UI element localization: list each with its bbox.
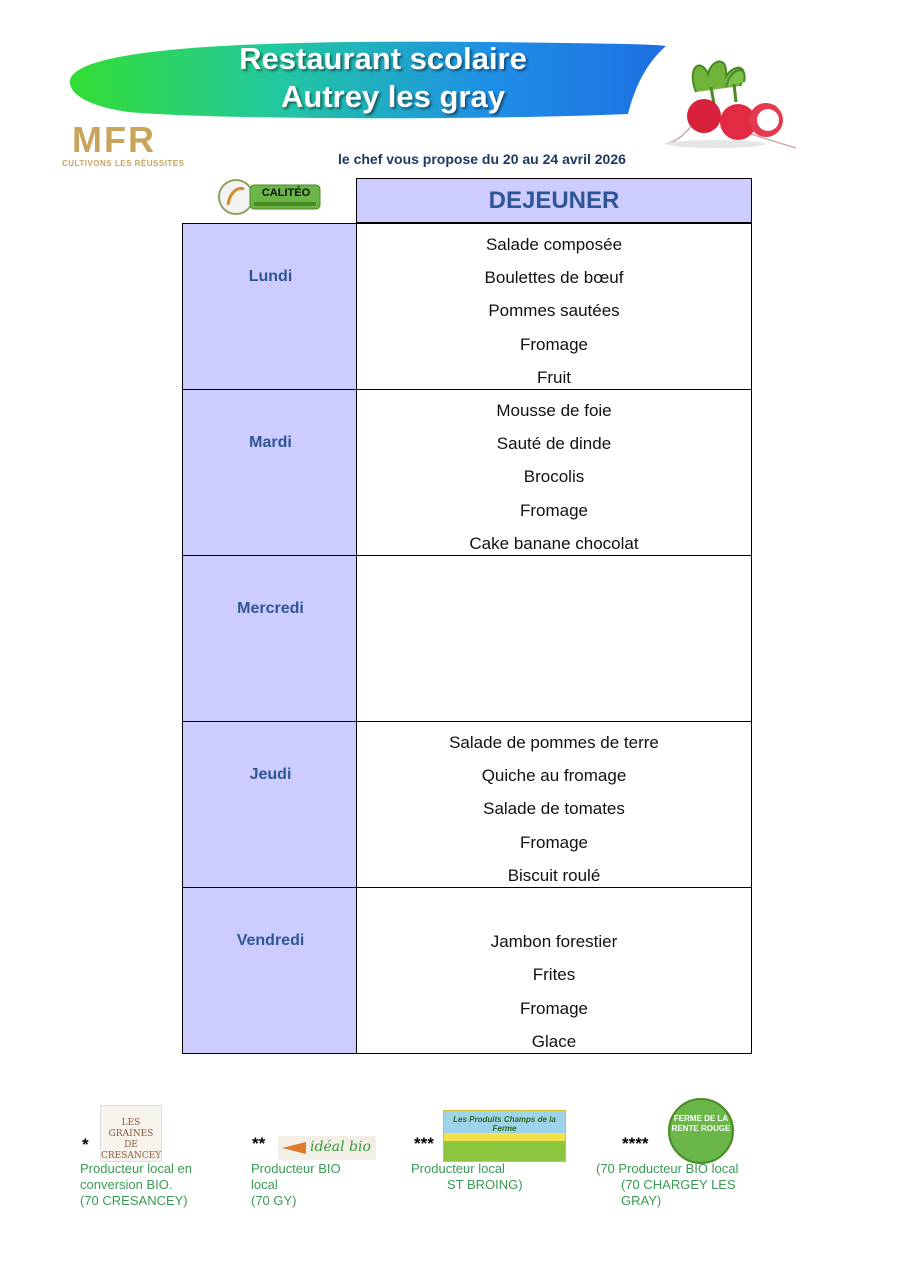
dejeuner-header: DEJEUNER [356,178,752,223]
dish-item: Fromage [519,832,589,852]
producer-stars: **** [622,1134,649,1153]
dish-item: Quiche au fromage [481,766,627,786]
dish-cell [356,389,752,556]
day-cell [182,887,357,1054]
carrot-icon [280,1136,310,1160]
dish-cell [356,887,752,1054]
producer-line: (70 CRESANCEY) [80,1193,188,1208]
producer-line: Producteur BIO [251,1161,341,1176]
producer-description [251,1161,341,1209]
dish-item: Fromage [519,500,589,520]
producer-line: Producteur local en [80,1161,193,1176]
producer-description [411,1161,523,1193]
day-row-mercredi [182,555,752,721]
day-label: Vendredi [236,932,305,949]
producer-stars: * [82,1135,89,1154]
dish-item: Mousse de foie [496,401,612,420]
dish-item: Jambon forestier [490,932,618,952]
dish-item: Fruit [537,367,571,387]
field-band [444,1141,565,1161]
rente-rouge-logo [668,1098,734,1164]
dish-item: Sauté de dinde [496,434,612,454]
graines-cresancey-logo [100,1105,162,1162]
producer-line: GRAY) [621,1193,662,1208]
dish-item: Cake banane chocolat [469,533,639,553]
producer-line: (70 CHARGEY LES [621,1177,736,1192]
mfr-logo-text: MFR [72,119,156,160]
ideal-bio-logo-text: idéal bio [310,1139,371,1155]
mfr-tagline: CULTIVONS LES RÉUSSITES [62,159,185,168]
producer-line: conversion BIO. [80,1177,173,1192]
caliteo-logo [216,177,322,217]
day-cell [182,721,357,888]
day-row-vendredi [182,887,752,1053]
dish-item: Salade composée [485,235,623,254]
dish-item: Salade de pommes de terre [449,733,659,752]
radish-illustration [656,52,806,152]
day-cell [182,223,357,390]
title-line-1: Restaurant scolaire [239,41,527,76]
day-label: Mercredi [237,600,304,617]
producer-description [596,1161,738,1209]
dish-cell [356,223,752,390]
day-cell [182,389,357,556]
ideal-bio-logo [278,1136,376,1160]
day-row-lundi [182,223,752,389]
producer-line: local [251,1177,278,1192]
dish-cell [356,555,752,722]
champs-ferme-logo [443,1110,566,1162]
day-label: Jeudi [249,766,292,783]
day-cell [182,555,357,722]
dish-item: Fromage [519,334,589,354]
graines-cresancey-logo-text: LES GRAINES DE CRESANCEY [101,1118,162,1161]
dish-item [357,892,751,925]
producer-stars: ** [252,1134,266,1153]
dish-item: Salade de tomates [483,799,625,819]
dish-item: Fromage [519,998,589,1018]
caliteo-text: CALITÉO [261,187,311,199]
restaurant-title [68,40,698,116]
dish-item: Brocolis [523,467,585,487]
title-line-2: Autrey les gray [281,79,505,114]
day-row-mardi [182,389,752,555]
menu-date-subtitle: le chef vous propose du 20 au 24 avril 2026 [338,151,626,167]
dish-item: Biscuit roulé [507,865,601,885]
producer-line: ST BROING) [447,1177,523,1192]
producer-stars: *** [414,1134,434,1153]
dish-item: Boulettes de bœuf [484,268,624,288]
producer-description [80,1161,192,1209]
mfr-logo [62,119,198,172]
dish-item: Glace [531,1031,577,1051]
day-row-jeudi [182,721,752,887]
rente-rouge-logo-text: FERME DE LA RENTE ROUGE [671,1114,731,1133]
producer-line: (70 GY) [251,1193,297,1208]
day-label: Lundi [248,268,293,285]
champs-ferme-logo-text: Les Produits Champs de la Ferme [453,1115,556,1133]
dish-item: Pommes sautées [488,301,620,321]
producer-line: Producteur local [411,1161,505,1176]
dish-cell [356,721,752,888]
dish-item: Frites [532,965,576,985]
producer-line: (70 Producteur BIO local [596,1161,739,1176]
day-label: Mardi [249,434,292,451]
